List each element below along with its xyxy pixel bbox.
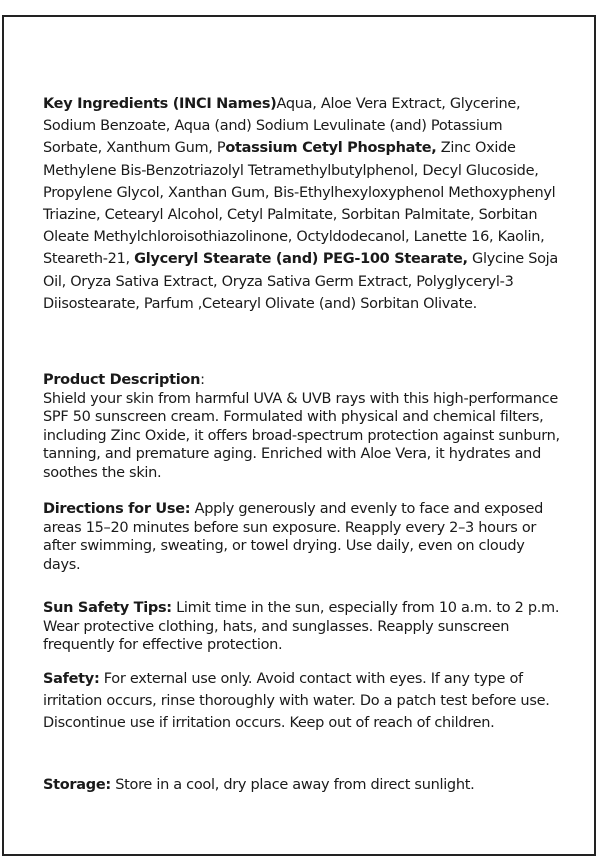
storage-heading: Storage: <box>43 777 111 793</box>
sun-safety-paragraph <box>43 599 563 655</box>
product-description-heading: Product Description <box>43 372 201 388</box>
product-description-section <box>43 371 563 483</box>
label-card <box>2 15 596 856</box>
ingredients-bold-1: otassium Cetyl Phosphate, <box>225 140 437 157</box>
product-description-colon: : <box>200 372 205 388</box>
ingredients-text-1: Aqua, Aloe Vera Extract, Glycerine, Sodium Benzoate, Aqua (and) Sodium Levulinate (and) Potassium Sorbate, Xanthum Gum, P <box>43 96 521 157</box>
product-description-text: Shield your skin from harmful UVA & UVB rays with this high-performance SPF 50 sunscreen cream. Formulated with physical and chemical filters, including Zinc Oxide, it offers broad-spectrum protection against sunburn, tanning, and premature aging. Enriched with Aloe Vera, it hydrates and soothes the skin. <box>43 390 560 481</box>
ingredients-text-2: Zinc Oxide Methylene Bis-Benzotriazolyl Tetramethylbutylphenol, Decyl Glucoside, Propylene Glycol, Xanthan Gum, Bis-Ethylhexyloxyphenol Methoxyphenyl Triazine, Cetearyl Alcohol, Cetyl Palmitate, Sorbitan Palmitate, Sorbitan Oleate Methylchloroisothiazolinone, Octyldodecanol, Lanette 16, Kaolin, Steareth-21, <box>43 140 556 268</box>
directions-section <box>43 500 563 574</box>
safety-heading: Safety: <box>43 671 100 687</box>
directions-paragraph <box>43 500 563 574</box>
sun-safety-text: Limit time in the sun, especially from 10 a.m. to 2 p.m. Wear protective clothing, hats, and sunglasses. Reapply sunscreen frequently for effective protection. <box>43 600 560 654</box>
key-ingredients-section <box>43 93 563 315</box>
safety-text: For external use only. Avoid contact with eyes. If any type of irritation occurs, rinse thoroughly with water. Do a patch test before use. Discontinue use if irritation occurs. Keep out of reach of children. <box>43 671 550 732</box>
storage-paragraph <box>43 774 563 796</box>
ingredients-bold-2: Glyceryl Stearate (and) PEG-100 Stearate, <box>134 251 468 268</box>
safety-paragraph <box>43 668 563 735</box>
sun-safety-section <box>43 599 563 655</box>
ingredients-text-3: Glycine Soja Oil, Oryza Sativa Extract, Oryza Sativa Germ Extract, Polyglyceryl-3 Diisostearate, Parfum ,Cetearyl Olivate (and) Sorbitan Olivate. <box>43 251 558 312</box>
key-ingredients-heading: Key Ingredients (INCI Names) <box>43 96 277 112</box>
directions-text: Apply generously and evenly to face and exposed areas 15–20 minutes before sun exposure. Reapply every 2–3 hours or after swimming, sweating, or towel drying. Use daily, even on cloudy days. <box>43 501 544 573</box>
key-ingredients-paragraph <box>43 93 563 315</box>
directions-heading: Directions for Use: <box>43 501 191 517</box>
storage-section <box>43 774 563 796</box>
safety-section <box>43 668 563 735</box>
sun-safety-heading: Sun Safety Tips: <box>43 600 172 616</box>
storage-text: Store in a cool, dry place away from direct sunlight. <box>115 777 475 793</box>
product-description-paragraph <box>43 371 563 483</box>
